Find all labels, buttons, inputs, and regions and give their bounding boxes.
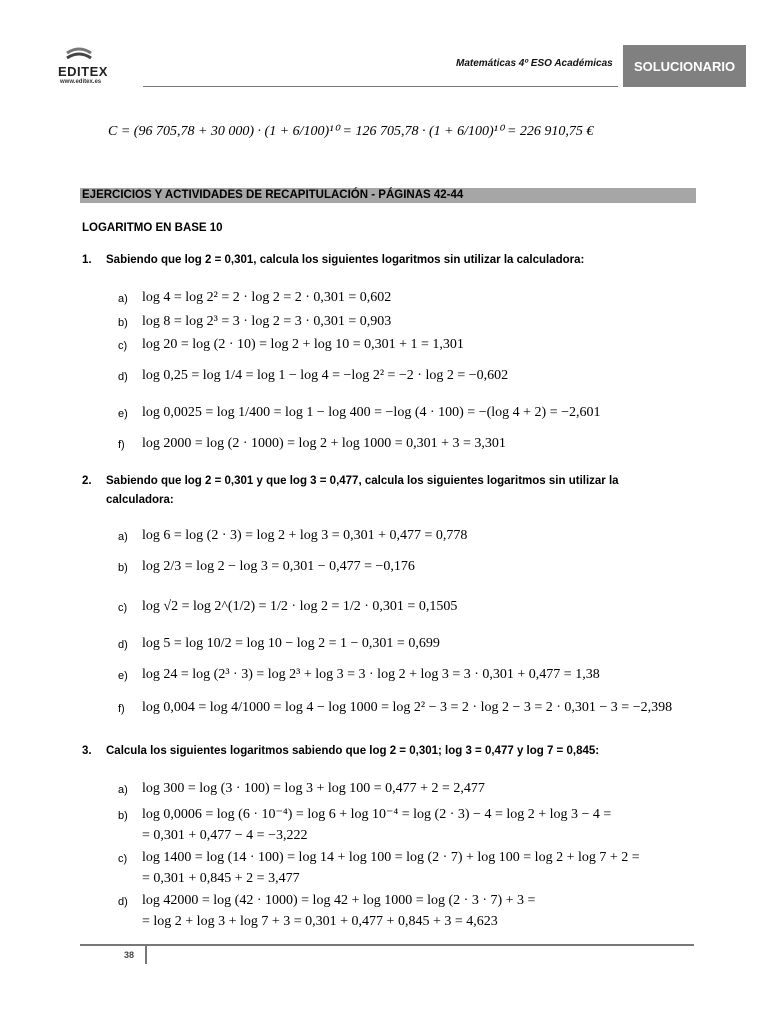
subsection-title: LOGARITMO EN BASE 10 — [82, 222, 223, 234]
section-title: EJERCICIOS Y ACTIVIDADES DE RECAPITULACIÓN - PÁGINAS 42-44 — [82, 189, 464, 201]
item-label: c) — [118, 340, 128, 352]
solution-line: log 300 = log (3 · 100) = log 3 + log 100 = 0,477 + 2 = 2,477 — [142, 781, 485, 796]
solution-line: log 0,25 = log 1/4 = log 1 − log 4 = −log 2² = −2 · log 2 = −0,602 — [142, 368, 509, 383]
solution-line: log 24 = log (2³ · 3) = log 2³ + log 3 = 3 · log 2 + log 3 = 3 · 0,301 + 0,477 = 1,38 — [142, 667, 600, 682]
item-label: c) — [118, 853, 128, 865]
solution-line: log 1400 = log (14 · 100) = log 14 + log 100 = log (2 · 7) + log 100 = log 2 + log 7 + 2 = — [142, 850, 640, 865]
solution-line: log 6 = log (2 · 3) = log 2 + log 3 = 0,301 + 0,477 = 0,778 — [142, 528, 468, 543]
item-label: b) — [118, 810, 128, 822]
page-number: 38 — [124, 950, 135, 960]
solution-line: = 0,301 + 0,845 + 2 = 3,477 — [142, 871, 300, 886]
solution-line: = 0,301 + 0,477 − 4 = −3,222 — [142, 828, 308, 843]
editex-logo — [58, 44, 118, 88]
item-label: a) — [118, 531, 128, 543]
header-divider — [143, 86, 618, 87]
solution-line: log 5 = log 10/2 = log 10 − log 2 = 1 − 0,301 = 0,699 — [142, 636, 440, 651]
subject-title: Matemáticas 4º ESO Académicas — [456, 58, 613, 69]
solution-line: log 8 = log 2³ = 3 · log 2 = 3 · 0,301 = 0,903 — [142, 314, 392, 329]
exercise-number: 1. — [82, 254, 92, 266]
item-label: e) — [118, 408, 128, 420]
item-label: e) — [118, 670, 128, 682]
solution-line: log 4 = log 2² = 2 · log 2 = 2 · 0,301 = 0,602 — [142, 290, 392, 305]
solution-line: = log 2 + log 3 + log 7 + 3 = 0,301 + 0,477 + 0,845 + 3 = 4,623 — [142, 914, 498, 929]
item-label: b) — [118, 317, 128, 329]
intro-formula: C = (96 705,78 + 30 000) · (1 + 6/100)¹⁰ = 126 705,78 · (1 + 6/100)¹⁰ = 226 910,75 € — [108, 124, 594, 139]
item-label: a) — [118, 293, 128, 305]
logo-url: www.editex.es — [60, 79, 102, 85]
item-label: b) — [118, 562, 128, 574]
solution-line: log 0,0006 = log (6 · 10⁻⁴) = log 6 + log 10⁻⁴ = log (2 · 3) − 4 = log 2 + log 3 − 4 = — [142, 807, 612, 822]
solution-line: log 20 = log (2 · 10) = log 2 + log 10 = 0,301 + 1 = 1,301 — [142, 337, 464, 352]
item-label: c) — [118, 602, 128, 614]
solution-line: log 0,004 = log 4/1000 = log 4 − log 1000 = log 2² − 3 = 2 · log 2 − 3 = 2 · 0,301 − 3 = −2,398 — [142, 700, 673, 715]
footer-divider — [80, 944, 694, 946]
exercise-statement: Sabiendo que log 2 = 0,301 y que log 3 = 0,477, calcula los siguientes logaritmos sin utilizar la — [106, 475, 619, 487]
exercise-statement: Sabiendo que log 2 = 0,301, calcula los siguientes logaritmos sin utilizar la calculadora: — [106, 254, 585, 266]
solucionario-badge: SOLUCIONARIO — [623, 45, 746, 87]
item-label: f) — [118, 703, 125, 715]
solution-line: log 2000 = log (2 · 1000) = log 2 + log 1000 = 0,301 + 3 = 3,301 — [142, 436, 506, 451]
exercise-number: 2. — [82, 475, 92, 487]
exercise-statement: Calcula los siguientes logaritmos sabiendo que log 2 = 0,301; log 3 = 0,477 y log 7 = 0,845: — [106, 745, 600, 757]
footer-separator — [145, 946, 147, 964]
item-label: d) — [118, 371, 128, 383]
exercise-number: 3. — [82, 745, 92, 757]
item-label: d) — [118, 639, 128, 651]
solution-line: log √2 = log 2^(1/2) = 1/2 · log 2 = 1/2 · 0,301 = 0,1505 — [142, 599, 458, 614]
logo-wordmark: EDITEX — [58, 64, 108, 79]
solution-line: log 0,0025 = log 1/400 = log 1 − log 400 = −log (4 · 100) = −(log 4 + 2) = −2,601 — [142, 405, 601, 420]
solution-line: log 42000 = log (42 · 1000) = log 42 + log 1000 = log (2 · 3 · 7) + 3 = — [142, 893, 536, 908]
logo-book-icon — [64, 44, 94, 64]
item-label: a) — [118, 784, 128, 796]
item-label: f) — [118, 439, 125, 451]
item-label: d) — [118, 896, 128, 908]
solution-line: log 2/3 = log 2 − log 3 = 0,301 − 0,477 = −0,176 — [142, 559, 415, 574]
exercise-statement-continued: calculadora: — [106, 494, 174, 506]
